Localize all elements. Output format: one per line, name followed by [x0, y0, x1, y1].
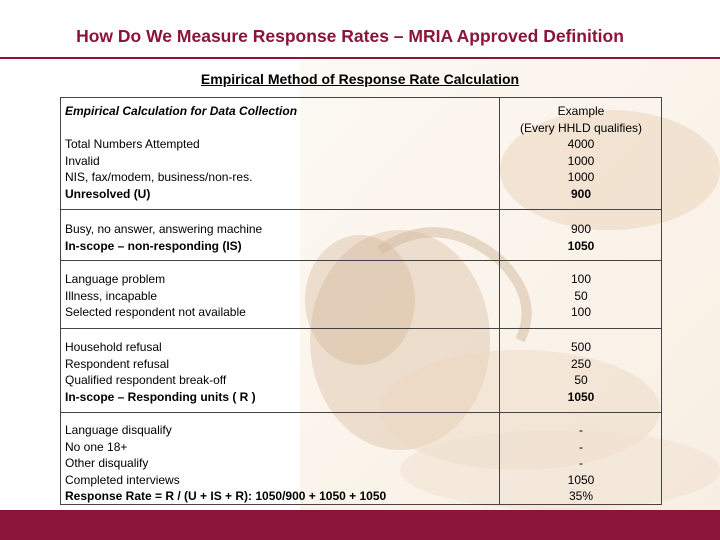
- row-value: 250: [570, 356, 592, 371]
- title-divider: [0, 57, 720, 59]
- row-value-total: 1050: [567, 389, 595, 404]
- row-label-total: Unresolved (U): [65, 186, 151, 201]
- row-value: 50: [574, 373, 588, 388]
- row-value: -: [579, 456, 583, 471]
- row-value: -: [579, 439, 583, 454]
- row-value: -: [579, 423, 583, 437]
- row-label-total: In-scope – Responding units ( R ): [65, 389, 256, 404]
- row-value: 1050: [567, 472, 595, 487]
- row-label: NIS, fax/modem, business/non-res.: [65, 170, 253, 185]
- table-group-2: [61, 209, 661, 253]
- header-right-label-2: (Every HHLD qualifies): [519, 120, 643, 135]
- row-label: Language problem: [65, 272, 166, 286]
- slide-title: How Do We Measure Response Rates – MRIA Approved Definition: [76, 26, 624, 46]
- row-label: Total Numbers Attempted: [65, 137, 200, 151]
- row-value: 4000: [567, 137, 595, 151]
- row-label: Completed interviews: [65, 472, 180, 487]
- row-value: 100: [570, 305, 592, 320]
- row-label: Language disqualify: [65, 423, 172, 437]
- row-value: 100: [570, 272, 592, 286]
- response-rate-value: 35%: [568, 489, 594, 504]
- row-label: Invalid: [65, 153, 100, 168]
- row-label: No one 18+: [65, 439, 128, 454]
- header-right-label-1: Example: [557, 104, 605, 118]
- row-value: 1000: [567, 153, 595, 168]
- row-label: Selected respondent not available: [65, 305, 246, 320]
- row-label: Qualified respondent break-off: [65, 373, 227, 388]
- row-label: Other disqualify: [65, 456, 149, 471]
- row-value-total: 900: [570, 186, 592, 201]
- row-value: 50: [574, 288, 588, 303]
- table-group-4: [61, 328, 661, 404]
- row-value: 500: [570, 340, 592, 354]
- row-label: Illness, incapable: [65, 288, 158, 303]
- row-label: Busy, no answer, answering machine: [65, 222, 263, 236]
- response-rate-formula: Response Rate = R / (U + IS + R): 1050/900 + 1050 + 1050: [65, 489, 387, 504]
- footer-bar: [0, 510, 720, 540]
- table-group-5: [61, 412, 661, 504]
- row-label-total: In-scope – non-responding (IS): [65, 238, 242, 253]
- row-label: Household refusal: [65, 340, 162, 354]
- row-value: 1000: [567, 170, 595, 185]
- row-value: 900: [570, 222, 592, 236]
- response-rate-table: [60, 97, 662, 505]
- table-group-3: [61, 260, 661, 320]
- row-value-total: 1050: [567, 238, 595, 253]
- row-label: Respondent refusal: [65, 356, 170, 371]
- header-left-label: Empirical Calculation for Data Collection: [65, 104, 298, 118]
- slide-subtitle: Empirical Method of Response Rate Calculation: [200, 71, 520, 87]
